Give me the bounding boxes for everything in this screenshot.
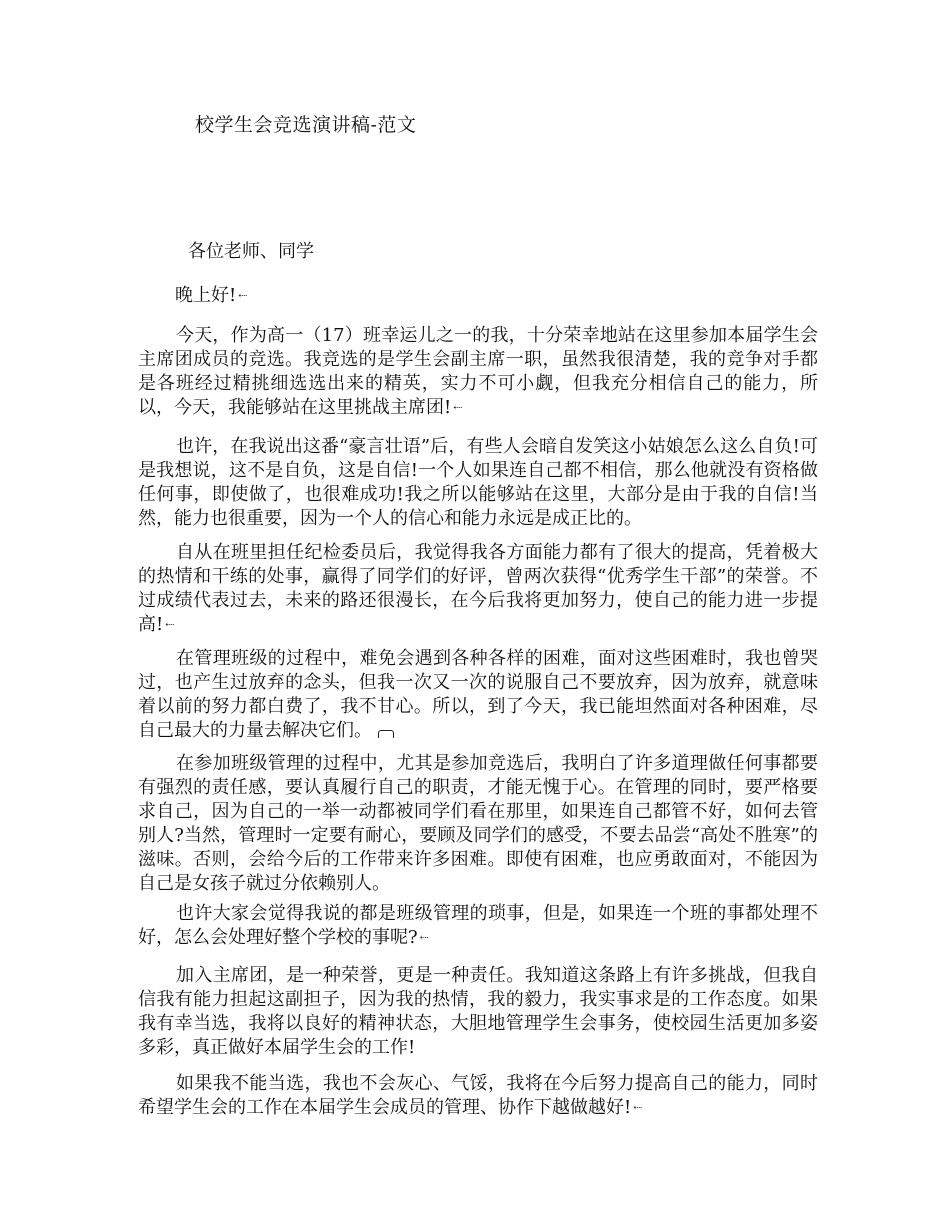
paragraph-text: 如果我不能当选，我也不会灰心、气馁，我将在今后努力提高自己的能力，同时希望学生会的工作在本届学生会成员的管理、协作下越做越好! — [138, 1073, 818, 1118]
paragraph-text: 今天，作为高一（17）班幸运儿之一的我，十分荣幸地站在这里参加本届学生会主席团成员的竞选。我竞选的是学生会副主席一职，虽然我很清楚，我的竞争对手都是各班经过精挑细选选出来的精英，实力不可小觑，但我充分相信自己的能力，所以，今天，我能够站在这里挑战主席团! — [138, 325, 818, 418]
paragraph-8 — [138, 1072, 818, 1120]
paragraph-mark-icon: ⇠ — [419, 931, 429, 944]
paragraph-mark-icon: ⇠ — [238, 289, 248, 302]
salutation: 各位老师、同学 — [188, 241, 314, 262]
paragraph-mark-icon: ⇠ — [165, 618, 175, 631]
paragraph-text: 也许大家会觉得我说的都是班级管理的琐事，但是，如果连一个班的事都处理不好，怎么会处理好整个学校的事呢? — [138, 903, 818, 948]
greeting-text: 晚上好! — [175, 285, 237, 306]
paragraph-text: 自从在班里担任纪检委员后，我觉得我各方面能力都有了很大的提高，凭着极大的热情和干练的处事，赢得了同学们的好评，曾两次获得“优秀学生干部”的荣誉。不过成绩代表过去，未来的路还很漫长，在今后我将更加努力，使自己的能力进一步提高! — [138, 542, 818, 635]
paragraph-text: 也许，在我说出这番“豪言壮语”后，有些人会暗自发笑这小姑娘怎么这么自负!可是我想说，这不是自负，这是自信!一个人如果连自己都不相信，那么他就没有资格做任何事，即使做了，也很难成功!我之所以能够站在这里，大部分是由于我的自信!当然，能力也很重要，因为一个人的信心和能力永远是成正比的。 — [138, 436, 818, 529]
paragraph-2 — [138, 435, 818, 531]
paragraph-text: 在管理班级的过程中，难免会遇到各种各样的困难，面对这些困难时，我也曾哭过，也产生过放弃的念头，但我一次又一次的说服自己不要放弃，因为放弃，就意味着以前的努力都白费了，我不甘心。所以，到了今天，我已能坦然面对各种困难，尽自己最大的力量去解决它们。 — [138, 648, 818, 741]
paragraph-7 — [138, 964, 818, 1060]
paragraph-mark-icon: ⇠ — [633, 1101, 643, 1114]
paragraph-4 — [138, 647, 818, 743]
paragraph-3 — [138, 541, 818, 637]
line-break-icon — [378, 730, 394, 738]
paragraph-text: 加入主席团，是一种荣誉，更是一种责任。我知道这条路上有许多挑战，但我自信我有能力担起这副担子，因为我的热情，我的毅力，我实事求是的工作态度。如果我有幸当选，我将以良好的精神状态，大胆地管理学生会事务，使校园生活更加多姿多彩，真正做好本届学生会的工作! — [138, 965, 818, 1058]
paragraph-6 — [138, 902, 818, 950]
paragraph-5 — [138, 752, 818, 896]
paragraph-mark-icon: ⇠ — [453, 401, 463, 414]
greeting-line — [175, 284, 247, 308]
document-title: 校学生会竞选演讲稿-范文 — [195, 114, 417, 136]
paragraph-text: 在参加班级管理的过程中，尤其是参加竞选后，我明白了许多道理做任何事都要有强烈的责任感，要认真履行自己的职责，才能无愧于心。在管理的同时，要严格要求自己，因为自己的一举一动都被同学们看在那里，如果连自己都管不好，如何去管别人?当然，管理时一定要有耐心，要顾及同学们的感受，不要去品尝“高处不胜寒”的滋味。否则，会给今后的工作带来许多困难。即使有困难，也应勇敢面对，不能因为自己是女孩子就过分依赖别人。 — [138, 753, 818, 894]
paragraph-1 — [138, 324, 818, 420]
